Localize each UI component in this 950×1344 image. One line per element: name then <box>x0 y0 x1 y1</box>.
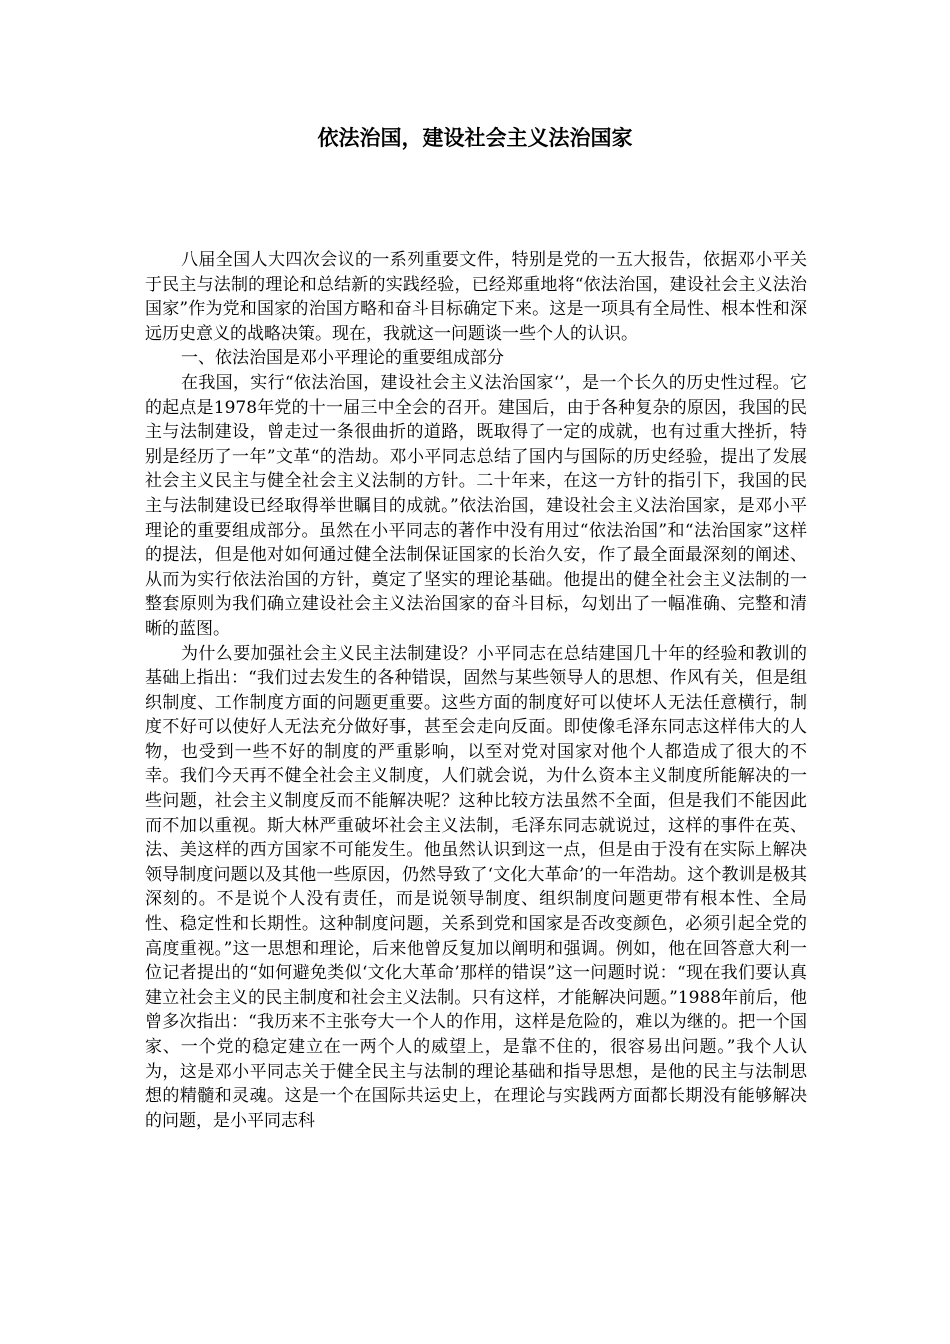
paragraph-intro: 八届全国人大四次会议的一系列重要文件，特别是党的一五大报告，依据邓小平关于民主与法制的理论和总结新的实践经验，已经郑重地将“依法治国，建设社会主义法治国家”作为党和国家的治国方略和奋斗目标确定下来。这是一项具有全局性、根本性和深远历史意义的战略决策。现在，我就这一问题谈一些个人的认识。 <box>145 250 807 344</box>
paragraph-why: 为什么要加强社会主义民主法制建设？小平同志在总结建国几十年的经验和教训的基础上指出：“我们过去发生的各种错误，固然与某些领导人的思想、作风有关，但是组织制度、工作制度方面的问题更重要。这些方面的制度好可以使坏人无法任意横行，制度不好可以使好人无法充分做好事，甚至会走向反面。即使像毛泽东同志这样伟大的人物，也受到一些不好的制度的严重影响，以至对党对国家对他个人都造成了很大的不幸。我们今天再不健全社会主义制度，人们就会说，为什么资本主义制度所能解决的一些问题，社会主义制度反而不能解决呢？这种比较方法虽然不全面，但是我们不能因此而不加以重视。斯大林严重破坏社会主义法制，毛泽东同志就说过，这样的事件在英、法、美这样的西方国家不可能发生。他虽然认识到这一点，但是由于没有在实际上解决领导制度问题以及其他一些原因，仍然导致了‘文化大革命’的一年浩劫。这个教训是极其深刻的。不是说个人没有责任，而是说领导制度、组织制度问题更带有根本性、全局性、稳定性和长期性。这种制度问题，关系到党和国家是否改变颜色，必须引起全党的高度重视。”这一思想和理论，后来他曾反复加以阐明和强调。例如，他在回答意大利一位记者提出的“如何避免类似‘文化大革命’那样的错误”这一问题时说：“现在我们要认真建立社会主义的民主制度和社会主义法制。只有这样，才能解决问题。”1988年前后，他曾多次指出：“我历来不主张夸大一个人的作用，这样是危险的，难以为继的。把一个国家、一个党的稳定建立在一两个人的威望上，是靠不住的，很容易出问题。”我个人认为，这是邓小平同志关于健全民主与法制的理论基础和指导思想，是他的民主与法制思想的精髓和灵魂。这是一个在国际共运史上，在理论与实践两方面都长期没有能够解决的问题，是小平同志科 <box>145 643 807 1131</box>
paragraph-history: 在我国，实行“依法治国，建设社会主义法治国家‘’，是一个长久的历史性过程。它的起点是1978年党的十一届三中全会的召开。建国后，由于各种复杂的原因，我国的民主与法制建设，曾走过一条很曲折的道路，既取得了一定的成就，也有过重大挫折，特别是经历了一年”文革“的浩劫。邓小平同志总结了国内与国际的历史经验，提出了发展社会主义民主与健全社会主义法制的方针。二十年来，在这一方针的指引下，我国的民主与法制建设已经取得举世瞩目的成就。”依法治国，建设社会主义法治国家，是邓小平理论的重要组成部分。虽然在小平同志的著作中没有用过“依法治国”和“法治国家”这样的提法，但是他对如何通过健全法制保证国家的长治久安，作了最全面最深刻的阐述、从而为实行依法治国的方针，奠定了坚实的理论基础。他提出的健全社会主义法制的一整套原则为我们确立建设社会主义法治国家的奋斗目标，勾划出了一幅准确、完整和清晰的蓝图。 <box>145 372 807 639</box>
document-title: 依法治国，建设社会主义法治国家 <box>317 125 633 150</box>
document-body <box>145 248 807 1133</box>
section-heading-1: 一、依法治国是邓小平理论的重要组成部分 <box>181 348 504 369</box>
